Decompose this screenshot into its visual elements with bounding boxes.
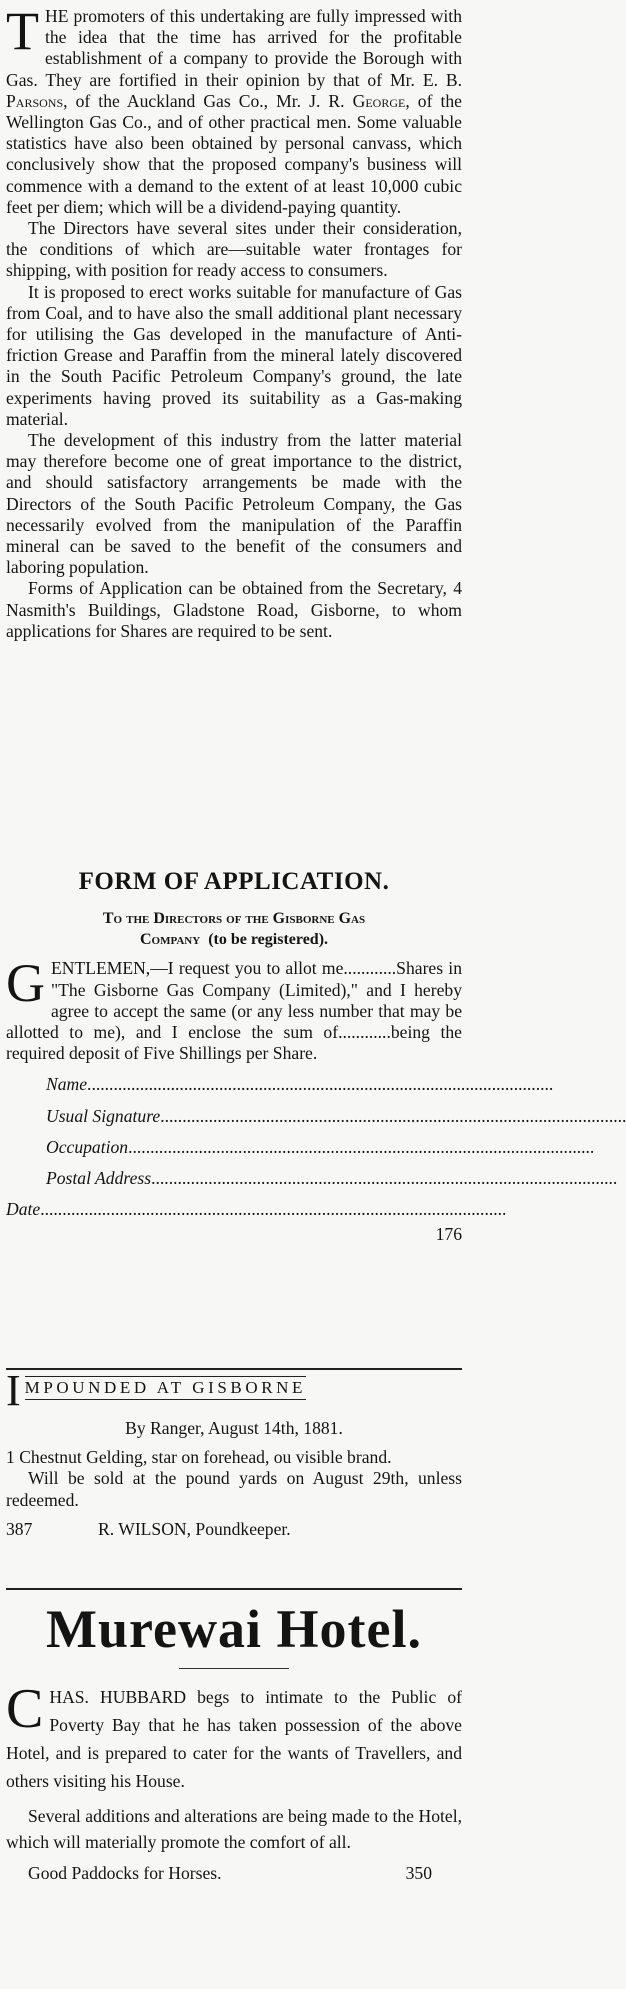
form-body: GENTLEMEN,—I request you to allot me............Shares in "The Gisborne Gas Company (Limited)," and I hereby agree to accept the same (or any less number that may be allotted to me), and I enclose the sum of............being the required deposit of Five Shillings per Share. [6, 953, 462, 1064]
form-company-line: Company (to be registered). [139, 931, 329, 949]
impounded-notice [6, 1366, 462, 1540]
hotel-paragraph-1: CHAS. HUBBARD begs to intimate to the Public of Poverty Bay that he has taken possession of the above Hotel, and is prepared to cater for the wants of Travellers, and others visiting his House. [6, 1678, 462, 1791]
form-to-line: To the Directors of the Gisborne Gas [102, 910, 366, 927]
impounded-signer: R. WILSON, Poundkeeper. [98, 1518, 291, 1539]
signature-field: Usual Signature .......................................................................................................... [46, 1105, 626, 1126]
separator-rule-2 [6, 1588, 462, 1590]
hotel-ad-number: 350 [405, 1863, 432, 1883]
form-heading: FORM OF APPLICATION. [78, 868, 390, 895]
date-field: Date .......................................................................................................... [6, 1199, 507, 1220]
hotel-paragraph-2: Several additions and alterations are being made to the Hotel, which will materially promote the comfort of all. [6, 1806, 462, 1852]
dropcap-g: G [6, 953, 45, 1014]
dropcap-t: T [6, 1, 39, 61]
prospectus-paragraph-2: The Directors have several sites under their consideration, the conditions of which are—suitable water frontages for shipping, with position for ready access to consumers. [6, 218, 462, 281]
prospectus-paragraph-5: Forms of Application can be obtained from the Secretary, 4 Nasmith's Buildings, Gladstone Road, Gisborne, to whom applications for Shares are required to be sent. [6, 578, 462, 641]
impounded-ad-number: 387 [6, 1518, 33, 1539]
gas-prospectus [6, 1, 463, 642]
name-george: J. R. George [309, 90, 406, 111]
name-field: Name .......................................................................................................... [46, 1074, 554, 1095]
dropcap-c: C [6, 1678, 44, 1740]
hotel-title: Murewai Hotel. [46, 1599, 422, 1659]
prospectus-paragraph-1: THE promoters of this undertaking are fully impressed with the idea that the time has arrived for the profitable establishment of a company to provide the Borough with Gas. They are fortified in their opinion by that of Mr. E. B. Parsons, of the Auckland Gas Co., Mr. J. R. George, of the Wellington Gas Co., and of other practical men. Some valuable statistics have also been obtained by personal canvass, which conclusively show that the proposed company's business will commence with a demand to the extent of at least 10,000 cubic feet per diem; which will be a dividend-paying quantity. [6, 1, 463, 217]
impounded-item: 1 Chestnut Gelding, star on forehead, ou visible brand. [6, 1447, 392, 1468]
postal-address-field: Postal Address .......................................................................................................... [46, 1168, 618, 1189]
impounded-footer [6, 1519, 462, 1540]
form-ad-number: 176 [435, 1224, 462, 1245]
prospectus-paragraph-4: The development of this industry from the latter material may therefore become one of great importance to the district, and should satisfactory arrangements be made with the Directors of the South Pacific Petroleum Company, the Gas necessarily evolved from the manipulation of the Paraffin mineral can be saved to the benefit of the consumers and laboring population. [6, 430, 462, 578]
application-form [6, 868, 626, 1246]
name-parsons: E. B. Parsons [6, 69, 463, 111]
hotel-paddocks: Good Paddocks for Horses. [28, 1863, 222, 1883]
impounded-sale: Will be sold at the pound yards on August 29th, unless redeemed. [6, 1468, 462, 1510]
hotel-footer [6, 1861, 462, 1885]
separator-rule [6, 1368, 462, 1370]
impounded-heading: I MPOUNDED AT GISBORNE [6, 1366, 307, 1415]
occupation-field: Occupation .......................................................................................................... [46, 1136, 595, 1157]
prospectus-paragraph-3: It is proposed to erect works suitable for manufacture of Gas from Coal, and to have also the small additional plant necessary for utilising the Gas developed in the manufacture of Anti-friction Grease and Paraffin from the mineral lately discovered in the South Pacific Petroleum Company's ground, the late experiments having proved its suitability as a Gas-making material. [6, 281, 462, 429]
big-letter-i: I [6, 1366, 21, 1415]
hotel-advert [6, 1600, 462, 1885]
impounded-by-line: By Ranger, August 14th, 1881. [125, 1418, 343, 1438]
hotel-short-rule [179, 1668, 289, 1669]
